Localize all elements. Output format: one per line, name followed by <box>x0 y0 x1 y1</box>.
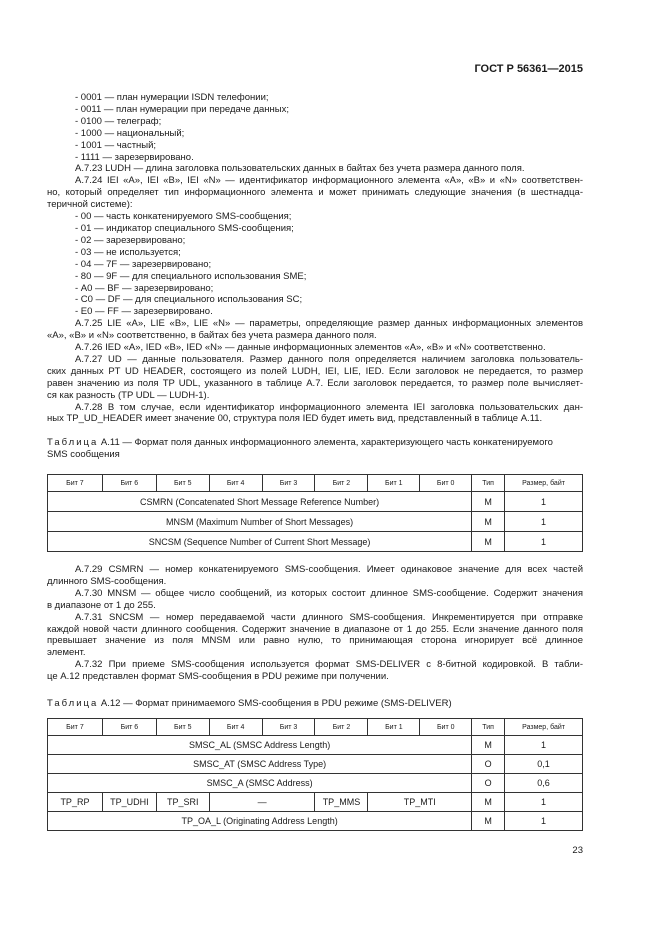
header-cell: Бит 0 <box>420 719 472 736</box>
header-cell: Тип <box>472 719 505 736</box>
flag-cell-reserved: — <box>209 793 315 812</box>
caption-text: А.12 — Формат принимаемого SMS-сообщения в PDU режиме (SMS-DELIVER) <box>98 698 452 709</box>
paragraph-line: равен значению из поля TP UDL, указанного в таблице А.7. Если заголовок передается, то размер поле вычисляет- <box>47 377 583 389</box>
size-cell: 1 <box>505 512 583 532</box>
flag-cell-tp-sri: TP_SRI <box>156 793 209 812</box>
paragraph-line: це А.12 представлен формат SMS-сообщения в PDU режиме при получении. <box>47 671 389 683</box>
type-cell: М <box>472 492 505 512</box>
field-name-cell: SNCSM (Sequence Number of Current Short Message) <box>48 532 472 552</box>
paragraph-line: ся как разность (TP UDL — LUDH-1). <box>47 389 210 401</box>
field-name-cell: TP_OA_L (Originating Address Length) <box>48 812 472 831</box>
paragraph-line: А.7.27 UD — данные пользователя. Размер данного поля определяется наличием заголовка пользователь- <box>75 353 583 365</box>
list-item: - 80 — 9F — для специального использования SME; <box>75 270 307 282</box>
size-cell: 1 <box>505 812 583 831</box>
table-header-row <box>48 719 583 736</box>
paragraph-line: А.7.30 MNSM — общее число сообщений, из которых состоит длинное SMS-сообщение. Содержит значения <box>75 587 583 599</box>
table-row <box>48 532 583 552</box>
header-cell: Бит 1 <box>368 475 420 492</box>
list-item: - Е0 — FF — зарезервировано. <box>75 306 213 318</box>
type-cell: М <box>472 532 505 552</box>
caption-label: Таблица <box>47 698 99 709</box>
list-item: - 1001 — частный; <box>75 139 157 151</box>
header-cell: Бит 2 <box>315 475 368 492</box>
list-item: - 03 — не используется; <box>75 246 181 258</box>
table-row <box>48 512 583 532</box>
header-cell: Размер, байт <box>505 475 583 492</box>
list-item: - 1000 — национальный; <box>75 127 185 139</box>
list-item: - 0100 — телеграф; <box>75 115 162 127</box>
field-name-cell: SMSC_A (SMSC Address) <box>48 774 472 793</box>
flag-cell-tp-udhi: TP_UDHI <box>102 793 156 812</box>
paragraph-line: ских данных PT UD HEADER, состоящего из полей LUDH, IEI, LIE, IED. Если заголовок не передается, то размер <box>47 365 583 377</box>
paragraph-line: длинного SMS-сообщения. <box>47 575 167 587</box>
table-a11-caption <box>47 437 583 461</box>
table-row <box>48 492 583 512</box>
table-row-flags <box>48 793 583 812</box>
field-name-cell: SMSC_AL (SMSC Address Length) <box>48 736 472 755</box>
field-name-cell: SMSC_AT (SMSC Address Type) <box>48 755 472 774</box>
list-item: - 00 — часть конкатенируемого SMS-сообщения; <box>75 211 292 223</box>
header-cell: Бит 7 <box>48 719 103 736</box>
table-header-row <box>48 475 583 492</box>
header-cell: Тип <box>472 475 505 492</box>
list-item: - 02 — зарезервировано; <box>75 234 186 246</box>
header-cell: Бит 5 <box>156 475 209 492</box>
table-a11 <box>47 474 583 552</box>
type-cell: О <box>472 774 505 793</box>
paragraph-line: А.7.26 IED «А», IED «В», IED «N» — данные информационных элементов «А», «В» и «N» соответственно. <box>75 342 546 354</box>
size-cell: 1 <box>505 736 583 755</box>
text-block-1 <box>47 92 583 425</box>
header-cell: Бит 6 <box>102 719 156 736</box>
header-cell: Бит 5 <box>156 719 209 736</box>
paragraph-line: А.7.25 LIE «А», LIE «В», LIE «N» — параметры, определяющие размер данных информационных элементов <box>75 318 583 330</box>
header-cell: Бит 4 <box>209 475 262 492</box>
paragraph-line: ных TP_UD_HEADER имеет значение 00, структура поля IED будет иметь вид, представленный в таблице А.11. <box>47 413 543 425</box>
table-row <box>48 774 583 793</box>
paragraph-line: «А», «В» и «N» соответственно, в байтах без учета размера данного поля. <box>47 330 377 342</box>
caption-text: А.11 — Формат поля данных информационного элемента, характеризующего часть конкатенируемого <box>98 437 553 448</box>
table-row <box>48 736 583 755</box>
paragraph-line: А.7.29 CSMRN — номер конкатенируемого SMS-сообщения. Имеет одинаковое значение для всех частей <box>75 564 583 575</box>
table-row <box>48 812 583 831</box>
paragraph-line: в диапазоне от 1 до 255. <box>47 599 156 611</box>
header-cell: Бит 6 <box>102 475 156 492</box>
size-cell: 1 <box>505 492 583 512</box>
list-item: - 04 — 7F — зарезервировано; <box>75 258 212 270</box>
header-cell: Бит 4 <box>209 719 262 736</box>
paragraph-line: теричной системе): <box>47 199 133 211</box>
table-a12 <box>47 718 583 831</box>
caption-label: Таблица <box>47 437 99 448</box>
type-cell: М <box>472 736 505 755</box>
paragraph-line: но, который определяет тип информационного элемента и может принимать следующие значения (в шестнадца- <box>47 187 583 199</box>
paragraph-line: А.7.32 При приеме SMS-сообщения используется формат SMS-DELIVER с 8-битной кодировкой. В табли- <box>75 659 583 671</box>
list-item: - 0001 — план нумерации ISDN телефонии; <box>75 92 269 103</box>
field-name-cell: CSMRN (Concatenated Short Message Reference Number) <box>48 492 472 512</box>
flag-cell-tp-mms: TP_MMS <box>315 793 368 812</box>
flag-cell-tp-mti: TP_MTI <box>368 793 472 812</box>
header-cell: Бит 3 <box>262 719 315 736</box>
header-cell: Размер, байт <box>505 719 583 736</box>
paragraph-line: превышает значение из поля MNSM или равно нулю, то принимающая сторона игнорирует всё длинное <box>47 635 583 647</box>
document-header: ГОСТ Р 56361—2015 <box>474 63 583 75</box>
list-item: - 01 — индикатор специального SMS-сообщения; <box>75 222 294 234</box>
type-cell: О <box>472 755 505 774</box>
text-block-2 <box>47 564 583 683</box>
type-cell: М <box>472 512 505 532</box>
header-cell: Бит 2 <box>315 719 368 736</box>
list-item: - А0 — BF — зарезервировано; <box>75 282 214 294</box>
paragraph-line: А.7.28 В том случае, если идентификатор информационного элемента IEI заголовка пользовательских дан- <box>75 401 583 413</box>
size-cell: 0,6 <box>505 774 583 793</box>
table-row <box>48 755 583 774</box>
list-item: - 0011 — план нумерации при передаче данных; <box>75 103 290 115</box>
paragraph-line: А.7.23 LUDH — длина заголовка пользовательских данных в байтах без учета размера данного поля. <box>75 163 525 175</box>
header-cell: Бит 1 <box>368 719 420 736</box>
type-cell: М <box>472 793 505 812</box>
size-cell: 0,1 <box>505 755 583 774</box>
paragraph-line: А.7.31 SNCSM — номер передаваемой части длинного SMS-сообщения. Инкрементируется при отправке <box>75 611 583 623</box>
paragraph-line: каждой новой части длинного сообщения. Содержит значение в диапазоне от 1 до 255. Если значение данного поля <box>47 623 583 635</box>
header-cell: Бит 3 <box>262 475 315 492</box>
size-cell: 1 <box>505 532 583 552</box>
page-number: 23 <box>572 845 583 856</box>
size-cell: 1 <box>505 793 583 812</box>
caption-text-line2: SMS сообщения <box>47 449 120 460</box>
header-cell: Бит 0 <box>420 475 472 492</box>
list-item: - 1111 — зарезервировано. <box>75 151 194 163</box>
list-item: - С0 — DF — для специального использования SC; <box>75 294 303 306</box>
flag-cell-tp-rp: TP_RP <box>48 793 103 812</box>
table-a12-caption <box>47 698 583 710</box>
header-cell: Бит 7 <box>48 475 103 492</box>
paragraph-line: элемент. <box>47 647 86 659</box>
type-cell: М <box>472 812 505 831</box>
field-name-cell: MNSM (Maximum Number of Short Messages) <box>48 512 472 532</box>
paragraph-line: А.7.24 IEI «А», IEI «В», IEI «N» — идентификатор информационного элемента «А», «В» и «N» соответствен- <box>75 175 583 187</box>
